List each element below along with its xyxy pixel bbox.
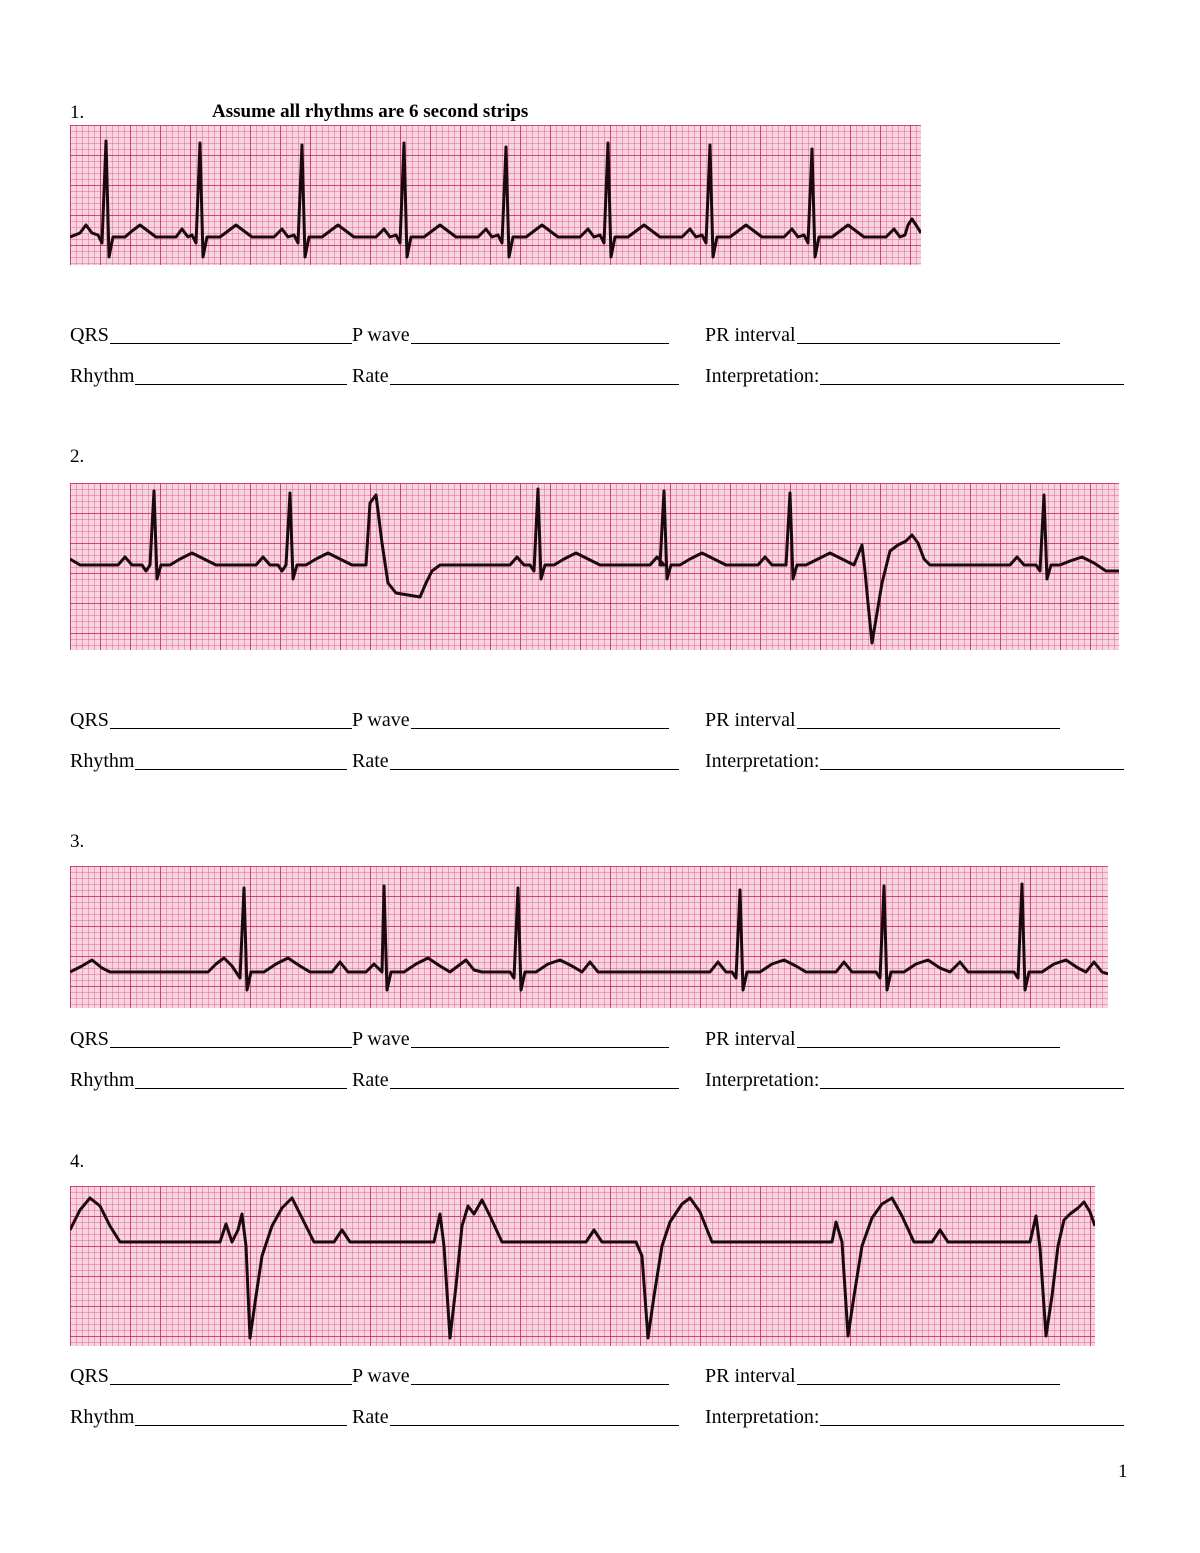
strip-4-pr-interval-label: PR interval (705, 1365, 796, 1387)
strip-4-p-wave-label: P wave (352, 1365, 410, 1387)
strip-3-number: 3. (70, 831, 85, 852)
strip-3-qrs-label: QRS (70, 1028, 109, 1050)
strip-1-qrs-field[interactable] (70, 323, 352, 347)
strip-3-p-wave-line[interactable] (411, 1047, 669, 1048)
strip-2-interpretation-field[interactable] (705, 749, 1124, 773)
strip-1-pr-interval-field[interactable] (705, 323, 1060, 347)
strip-3-interpretation-label: Interpretation: (705, 1069, 820, 1091)
strip-1-rate-label: Rate (352, 365, 389, 387)
strip-2-qrs-field[interactable] (70, 708, 352, 732)
strip-2-rate-label: Rate (352, 750, 389, 772)
strip-3-p-wave-label: P wave (352, 1028, 410, 1050)
strip-4-rate-line[interactable] (390, 1425, 679, 1426)
strip-2-pr-interval-line[interactable] (797, 728, 1060, 729)
strip-1-pr-interval-label: PR interval (705, 324, 796, 346)
strip-1-qrs-line[interactable] (110, 343, 352, 344)
strip-4-qrs-field[interactable] (70, 1364, 352, 1388)
strip-4-qrs-line[interactable] (110, 1384, 352, 1385)
strip-1-rate-line[interactable] (390, 384, 679, 385)
strip-4-rhythm-field[interactable] (70, 1405, 347, 1429)
strip-2-p-wave-field[interactable] (352, 708, 669, 732)
strip-3-interpretation-line[interactable] (820, 1088, 1124, 1089)
ecg-trace-4 (70, 1186, 1095, 1346)
ecg-strip-3 (70, 866, 1108, 1008)
strip-4-rhythm-line[interactable] (135, 1425, 347, 1426)
strip-3-rate-line[interactable] (390, 1088, 679, 1089)
strip-2-qrs-label: QRS (70, 709, 109, 731)
strip-4-p-wave-line[interactable] (411, 1384, 669, 1385)
strip-4-pr-interval-line[interactable] (797, 1384, 1060, 1385)
strip-1-interpretation-line[interactable] (820, 384, 1124, 385)
strip-2-qrs-line[interactable] (110, 728, 352, 729)
strip-3-qrs-field[interactable] (70, 1027, 352, 1051)
strip-3-pr-interval-field[interactable] (705, 1027, 1060, 1051)
strip-3-p-wave-field[interactable] (352, 1027, 669, 1051)
strip-3-rate-field[interactable] (352, 1068, 679, 1092)
strip-1-interpretation-field[interactable] (705, 364, 1124, 388)
instructions-heading: Assume all rhythms are 6 second strips (212, 101, 529, 122)
strip-1-rhythm-field[interactable] (70, 364, 347, 388)
strip-1-qrs-label: QRS (70, 324, 109, 346)
ecg-trace-3 (70, 866, 1108, 1008)
strip-4-p-wave-field[interactable] (352, 1364, 669, 1388)
strip-2-rate-field[interactable] (352, 749, 679, 773)
strip-2-rhythm-line[interactable] (135, 769, 347, 770)
strip-1-interpretation-label: Interpretation: (705, 365, 820, 387)
strip-4-number: 4. (70, 1151, 85, 1172)
ecg-strip-1 (70, 125, 921, 265)
strip-1-number: 1. (70, 102, 85, 123)
strip-2-rate-line[interactable] (390, 769, 679, 770)
strip-2-pr-interval-field[interactable] (705, 708, 1060, 732)
strip-2-interpretation-line[interactable] (820, 769, 1124, 770)
strip-2-interpretation-label: Interpretation: (705, 750, 820, 772)
strip-1-p-wave-label: P wave (352, 324, 410, 346)
ecg-strip-2 (70, 483, 1119, 650)
strip-3-pr-interval-line[interactable] (797, 1047, 1060, 1048)
strip-1-rate-field[interactable] (352, 364, 679, 388)
strip-3-rhythm-label: Rhythm (70, 1069, 135, 1091)
strip-4-rhythm-label: Rhythm (70, 1406, 135, 1428)
strip-4-interpretation-field[interactable] (705, 1405, 1124, 1429)
strip-3-interpretation-field[interactable] (705, 1068, 1124, 1092)
strip-4-pr-interval-field[interactable] (705, 1364, 1060, 1388)
strip-2-p-wave-line[interactable] (411, 728, 669, 729)
strip-3-pr-interval-label: PR interval (705, 1028, 796, 1050)
strip-3-rhythm-line[interactable] (135, 1088, 347, 1089)
strip-1-rhythm-label: Rhythm (70, 365, 135, 387)
strip-1-pr-interval-line[interactable] (797, 343, 1060, 344)
strip-4-interpretation-label: Interpretation: (705, 1406, 820, 1428)
strip-1-p-wave-field[interactable] (352, 323, 669, 347)
strip-4-rate-field[interactable] (352, 1405, 679, 1429)
ecg-strip-4 (70, 1186, 1095, 1346)
strip-1-rhythm-line[interactable] (135, 384, 347, 385)
strip-2-p-wave-label: P wave (352, 709, 410, 731)
strip-3-rate-label: Rate (352, 1069, 389, 1091)
strip-2-pr-interval-label: PR interval (705, 709, 796, 731)
strip-1-p-wave-line[interactable] (411, 343, 669, 344)
page-number: 1 (1118, 1461, 1128, 1482)
strip-2-number: 2. (70, 446, 85, 467)
strip-4-qrs-label: QRS (70, 1365, 109, 1387)
strip-2-rhythm-field[interactable] (70, 749, 347, 773)
strip-3-rhythm-field[interactable] (70, 1068, 347, 1092)
strip-4-interpretation-line[interactable] (820, 1425, 1124, 1426)
ecg-trace-2 (70, 483, 1119, 650)
ecg-trace-1 (70, 125, 921, 265)
strip-4-rate-label: Rate (352, 1406, 389, 1428)
strip-2-rhythm-label: Rhythm (70, 750, 135, 772)
strip-3-qrs-line[interactable] (110, 1047, 352, 1048)
